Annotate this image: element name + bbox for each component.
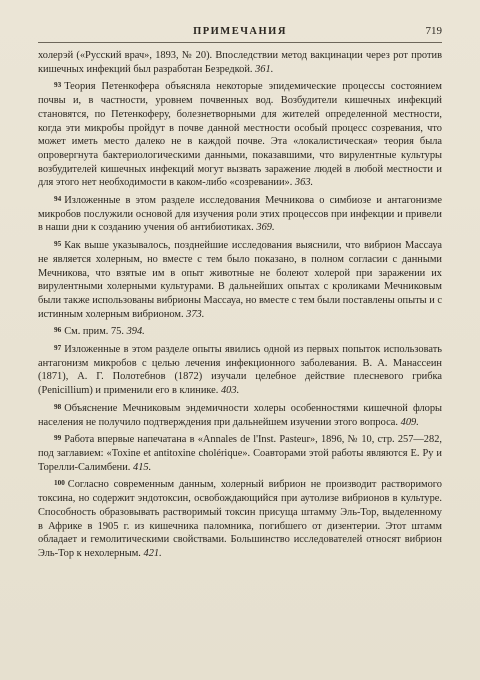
note-number: 93 — [54, 81, 62, 90]
note-page-ref: 361. — [255, 63, 274, 75]
note-text: См. прим. 75. — [64, 326, 127, 338]
note-text: холерэй («Русский врач», 1893, № 20). Впоследствии метод вакцинации через рот против кишечных инфекций был разработан Безредкой. — [38, 50, 442, 75]
note-number: 96 — [54, 326, 62, 335]
note-number: 100 — [54, 479, 65, 488]
note-text: Работа впервые напечатана в «Annales de l'Inst. Pasteur», 1896, № 10, стр. 257—282, под заглавием: «Toxine et antitoxine cholérique». Соавторами этой работы являются Е. Ру и Торелли-Салимбени. — [38, 434, 442, 473]
running-header — [38, 22, 442, 43]
note-page-ref: 373. — [186, 308, 205, 320]
note — [38, 401, 442, 429]
note — [38, 432, 442, 474]
note-text: Изложенные в этом разделе опыты явились одной из первых попыток использовать антагонизм микробов с целью лечения инфекционного заболевания. В. А. Манассеин (1871), А. Г. Полотебнов (1872) изучали целебное действие плесневого грибка (Penicillium) и применили его в клинике. — [38, 344, 442, 397]
note — [38, 193, 442, 235]
note-page-ref: 394. — [126, 326, 145, 338]
note — [38, 342, 442, 398]
note — [38, 477, 442, 560]
note-page-ref: 421. — [143, 547, 162, 559]
note-number: 99 — [54, 434, 62, 443]
note-page-ref: 415. — [133, 461, 152, 473]
note-text: Теория Петенкофера объясняла некоторые эпидемические процессы состоянием почвы и, в частности, уровнем почвенных вод. Возбудители кишечных инфекций становятся, по Петенкоферу, болезнетворными для жителей определенной местности, когда эти микробы пройдут в почве данной местности особый процесс созревания, что может иметь место далеко не в каждой почве. Эта «локалистическая» теория была опровергнута бактериологическими данными, показавшими, что вирулентные культуры возбудителей кишечных инфекций могут вызвать заражение людей в любой местности и для этого нет необходимости в каком-либо «созревании». — [38, 81, 442, 189]
note-page-ref: 403. — [220, 385, 240, 397]
note-text: Согласно современным данным, холерный вибрион не производит растворимого токсина, но содержит эндотоксин, освобождающийся при аутолизе вибрионов в культуре. Способность образовывать растворимый токсин присуща штамму Эль-Тор, выделенному в Африке в 1905 г. из кишечника паломника, погибшего от дизентерии. Этот штамм обладает и гемолитическими свойствами. Большинство исследователей относят вибрион Эль-Тор к нехолерным. — [38, 479, 442, 559]
note-page-ref: 369. — [256, 222, 275, 234]
page-number: 719 — [425, 25, 442, 37]
note — [38, 79, 442, 190]
note-number: 95 — [54, 240, 62, 249]
note-number: 94 — [54, 195, 62, 204]
notes-list — [38, 49, 442, 561]
note-number: 98 — [54, 402, 62, 411]
note-text: Изложенные в этом разделе исследования Мечникова о симбиозе и антагонизме микробов послужили основой для изучения роли этих процессов при инфекции и привели в наши дни к созданию учения об антибиотиках. — [38, 195, 442, 234]
running-title: ПРИМЕЧАНИЯ — [193, 26, 287, 37]
note — [38, 238, 442, 321]
note-page-ref: 409. — [400, 416, 419, 428]
note — [38, 49, 442, 76]
note-text: Объяснение Мечниковым эндемичности холеры особенностями кишечной флоры населения не получило подтверждения при дальнейшем изучении этого вопроса. — [38, 402, 442, 428]
note-number: 97 — [54, 344, 62, 353]
note-text: Как выше указывалось, позднейшие исследования выяснили, что вибрион Массауа не является холерным, но вместе с тем было показано, в полном согласии с данными Мечникова, что взятые им в опыт животные не болеют холерой при заражении их вирулентными холерными культурами. В дальнейших опытах с кроликами Мечниковым были также использованы вибрионы Массауа, но вместе с тем были поставлены опыты и с истинным холерным вибрионом. — [38, 240, 442, 320]
note — [38, 324, 442, 339]
note-page-ref: 363. — [294, 177, 314, 189]
